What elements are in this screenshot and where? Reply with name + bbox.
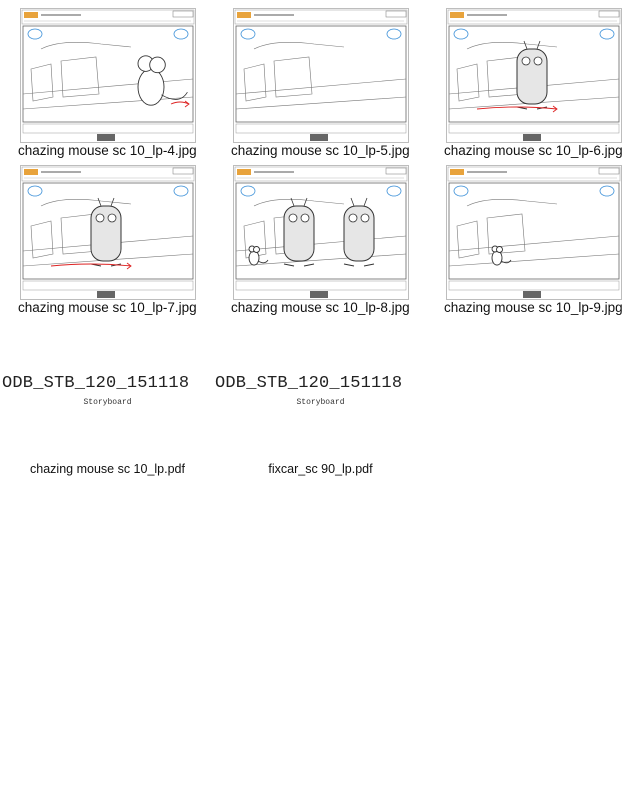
storyboard-thumbnail[interactable] (20, 8, 196, 143)
file-item-image[interactable] (444, 165, 622, 317)
mini-thumb (523, 134, 541, 141)
file-caption[interactable]: chazing mouse sc 10_lp.pdf (30, 462, 185, 476)
storyboard-thumbnail[interactable] (233, 165, 409, 300)
storyboard-thumbnail[interactable] (446, 165, 622, 300)
notes-box (236, 281, 406, 290)
storyboard-sketch (447, 9, 621, 142)
panel-frame (23, 26, 193, 122)
robot-eye (522, 57, 530, 65)
mini-thumb (523, 291, 541, 298)
logo-mark (450, 169, 464, 175)
storyboard-header (448, 167, 620, 181)
mouse-body (492, 251, 502, 265)
logo-mark (24, 169, 38, 175)
storyboard-header (22, 10, 194, 24)
pdf-preview-subtitle: Storyboard (296, 398, 345, 407)
storyboard-header (235, 10, 407, 24)
robot-eye (349, 214, 357, 222)
notes-box (23, 281, 193, 290)
file-caption[interactable]: chazing mouse sc 10_lp-9.jpg (444, 300, 623, 315)
robot-eye (108, 214, 116, 222)
file-item-image[interactable] (18, 165, 196, 317)
panel-frame (236, 26, 406, 122)
storyboard-thumbnail[interactable] (20, 165, 196, 300)
storyboard-header (22, 167, 194, 181)
robot-eye (96, 214, 104, 222)
storyboard-sketch (21, 166, 195, 299)
file-item-image[interactable] (444, 8, 622, 160)
mini-thumb (310, 291, 328, 298)
storyboard-thumbnail[interactable] (233, 8, 409, 143)
notes-box (449, 124, 619, 133)
robot-body (284, 206, 314, 261)
notes-box (236, 124, 406, 133)
file-item-image[interactable] (231, 8, 409, 160)
robot-eye (534, 57, 542, 65)
logo-mark (450, 12, 464, 18)
file-caption[interactable]: chazing mouse sc 10_lp-4.jpg (18, 143, 197, 158)
file-caption[interactable]: fixcar_sc 90_lp.pdf (268, 462, 373, 476)
notes-box (23, 124, 193, 133)
logo-mark (237, 169, 251, 175)
file-caption[interactable]: chazing mouse sc 10_lp-8.jpg (231, 300, 410, 315)
mouse-body (138, 69, 164, 105)
storyboard-sketch (234, 166, 408, 299)
storyboard-header (235, 167, 407, 181)
storyboard-sketch (21, 9, 195, 142)
robot-body (91, 206, 121, 261)
file-caption[interactable]: chazing mouse sc 10_lp-6.jpg (444, 143, 623, 158)
pdf-preview-subtitle: Storyboard (83, 398, 132, 407)
robot-eye (289, 214, 297, 222)
mouse-ear (150, 57, 166, 73)
notes-box (449, 281, 619, 290)
mini-thumb (97, 134, 115, 141)
robot-eye (301, 214, 309, 222)
logo-mark (24, 12, 38, 18)
file-caption[interactable]: chazing mouse sc 10_lp-5.jpg (231, 143, 410, 158)
file-item-image[interactable] (231, 165, 409, 317)
file-item-pdf[interactable] (0, 368, 215, 478)
storyboard-sketch (234, 9, 408, 142)
logo-mark (237, 12, 251, 18)
mouse-body (249, 251, 259, 265)
robot-body (344, 206, 374, 261)
storyboard-header (448, 10, 620, 24)
storyboard-sketch (447, 166, 621, 299)
robot-body (517, 49, 547, 104)
mouse-ear (254, 247, 260, 253)
robot-eye (361, 214, 369, 222)
file-item-pdf[interactable] (213, 368, 428, 478)
panel-frame (236, 183, 406, 279)
mini-thumb (310, 134, 328, 141)
storyboard-thumbnail[interactable] (446, 8, 622, 143)
file-item-image[interactable] (18, 8, 196, 160)
panel-frame (449, 183, 619, 279)
mouse-ear (497, 247, 503, 253)
file-caption[interactable]: chazing mouse sc 10_lp-7.jpg (18, 300, 197, 315)
pdf-preview-title: ODB_STB_120_151118 (2, 374, 190, 393)
pdf-preview-title: ODB_STB_120_151118 (215, 374, 403, 393)
mini-thumb (97, 291, 115, 298)
